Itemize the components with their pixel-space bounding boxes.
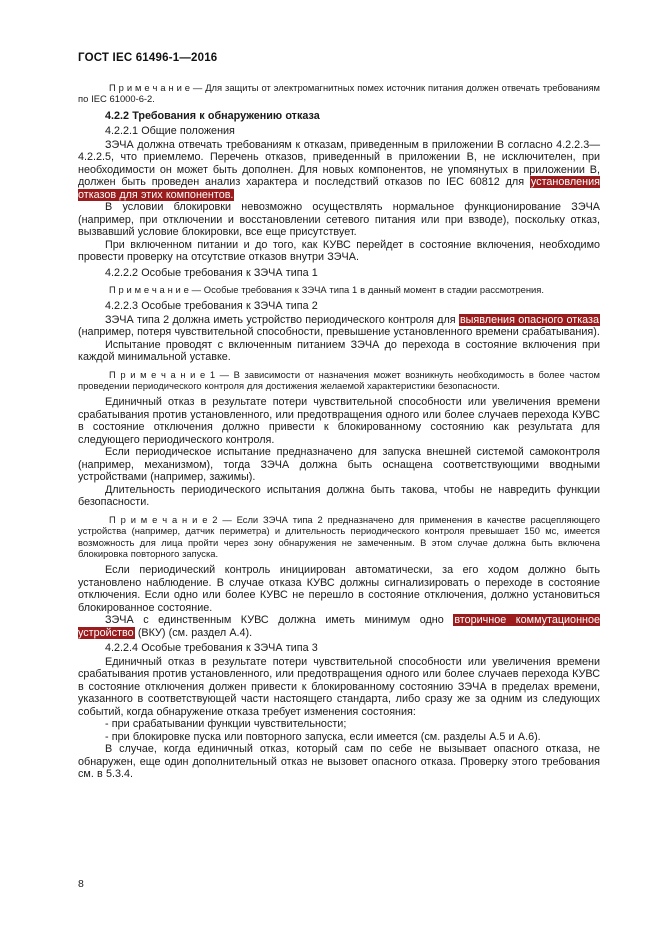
paragraph xyxy=(78,314,600,339)
list-item xyxy=(78,731,600,744)
text-run: В условии блокировки невозможно осуществлять нормальное функционирование ЗЭЧА (например, при отключении и восстановлении сетевого питания или при взводе), поскольку отказ, вызвавший условие блокировки, все еще присутствует. xyxy=(78,201,600,239)
document-body xyxy=(78,82,600,781)
text-run: ЗЭЧА должна отвечать требованиям к отказам, приведенным в приложении B согласно 4.2.2.3—4.2.2.5, что приемлемо. Перечень отказов, приведенный в приложении B, не исключителен, при необходимости он может быть дополнен. Для новых компонентов, не упомянутых в приложении B, должен быть проведен анализ характера и последствий отказов по IEC 60812 для xyxy=(78,138,600,189)
paragraph xyxy=(78,396,600,446)
text-run: - при блокировке пуска или повторного запуска, если имеется (см. разделы A.5 и A.6). xyxy=(105,730,541,743)
document-header: ГОСТ IEC 61496-1—2016 xyxy=(78,52,218,64)
section-heading xyxy=(78,642,600,655)
section-heading xyxy=(78,267,600,280)
text-run: 4.2.2.3 Особые требования к ЗЭЧА типа 2 xyxy=(105,300,318,313)
text-run: ЗЭЧА с единственным КУВС должна иметь минимум одно xyxy=(105,614,454,627)
highlighted-text: установления отказов для этих компонентов. xyxy=(78,176,600,201)
note xyxy=(78,82,600,105)
paragraph xyxy=(78,201,600,239)
text-run: 4.2.2.2 Особые требования к ЗЭЧА типа 1 xyxy=(105,266,318,279)
text-run: Единичный отказ в результате потери чувствительной способности или увеличения времени срабатывания против установленного, или предотвращения одного или более случаев перехода КУВС в состояние отключения должно привести к блокированному состоянию как результата для следующего периодического контроля. xyxy=(78,396,600,446)
text-run: При включенном питании и до того, как КУВС перейдет в состояние включения, необходимо провести проверку на отсутствие отказов внутри ЗЭЧА. xyxy=(78,238,600,264)
list-item xyxy=(78,718,600,731)
highlighted-text: вторичное коммутационное устройство xyxy=(78,614,600,639)
text-run: 4.2.2 Требования к обнаружению отказа xyxy=(105,109,320,122)
page-number: 8 xyxy=(78,878,84,890)
text-run: 4.2.2.4 Особые требования к ЗЭЧА типа 3 xyxy=(105,642,318,655)
text-run: П р и м е ч а н и е — Для защиты от электромагнитных помех источник питания должен отвечать требованиям по IEC 61000-6-2. xyxy=(78,82,600,105)
note xyxy=(78,284,600,295)
text-run: (например, потеря чувствительной способности, превышение установленного времени срабатывания). xyxy=(78,326,600,339)
paragraph xyxy=(78,484,600,509)
highlighted-text: выявления опасного отказа xyxy=(459,313,599,326)
paragraph xyxy=(78,743,600,781)
text-run: Длительность периодического испытания должна быть такова, чтобы не навредить функции безопасности. xyxy=(78,483,600,509)
paragraph xyxy=(78,656,600,719)
text-run: - при срабатывании функции чувствительности; xyxy=(105,718,347,731)
text-run: П р и м е ч а н и е 2 — Если ЗЭЧА типа 2 предназначено для применения в качестве расцепляющего устройства (например, датчик периметра) и длительность периодического контроля превышает 150 мс, имеется возможность для лица пройти через зону обнаружения не замеченным. В этом случае должна быть включена блокировка повторного запуска. xyxy=(78,513,600,559)
paragraph xyxy=(78,446,600,484)
paragraph xyxy=(78,564,600,614)
section-heading xyxy=(78,110,600,123)
paragraph xyxy=(78,239,600,264)
text-run: Если периодический контроль инициирован автоматически, за его ходом должно быть установлено наблюдение. В случае отказа КУВС должны сигнализировать о переходе в состояние отключения. Если одно или более КУВС не перешло в состояние отключения, должно установиться блокированное состояние. xyxy=(78,564,600,614)
text-run: Единичный отказ в результате потери чувствительной способности или увеличения времени срабатывания против установленного, или предотвращения одного или более случаев перехода КУВС в состояние отключения должен привести к блокированному состоянию ЗЭЧА в пределах времени, указанного в соответствующей части настоящего стандарта, либо сразу же за одним из следующих событий, когда обнаружение отказа требует изменения состояния: xyxy=(78,655,600,718)
text-run: П р и м е ч а н и е 1 — В зависимости от назначения может возникнуть необходимость в более частом проведении периодического контроля для достижения желаемой характеристики безопасности. xyxy=(78,368,600,392)
text-run: (ВКУ) (см. раздел A.4). xyxy=(134,626,253,639)
paragraph xyxy=(78,339,600,364)
text-run: П р и м е ч а н и е — Особые требования к ЗЭЧА типа 1 в данный момент в стадии рассмотрения. xyxy=(109,284,544,296)
text-run: 4.2.2.1 Общие положения xyxy=(105,125,235,138)
text-run: Испытание проводят с включенным питанием ЗЭЧА до перехода в состояние включения при каждой минимальной уставке. xyxy=(78,338,600,364)
note xyxy=(78,514,600,559)
text-run: Если периодическое испытание предназначено для запуска внешней системой самоконтроля (например, механизмом), тогда ЗЭЧА должна быть оснащена соответствующими вводными устройствами (например, зажимы). xyxy=(78,446,600,484)
note xyxy=(78,369,600,392)
text-run: ЗЭЧА типа 2 должна иметь устройство периодического контроля для xyxy=(105,313,459,326)
text-run: В случае, когда единичный отказ, который сам по себе не вызывает опасного отказа, не обнаружен, еще один дополнительный отказ не вызовет опасного отказа. Проверку этого требования см. в 5.3.4. xyxy=(78,743,600,781)
section-heading xyxy=(78,125,600,138)
section-heading xyxy=(78,300,600,313)
paragraph xyxy=(78,139,600,202)
paragraph xyxy=(78,614,600,639)
